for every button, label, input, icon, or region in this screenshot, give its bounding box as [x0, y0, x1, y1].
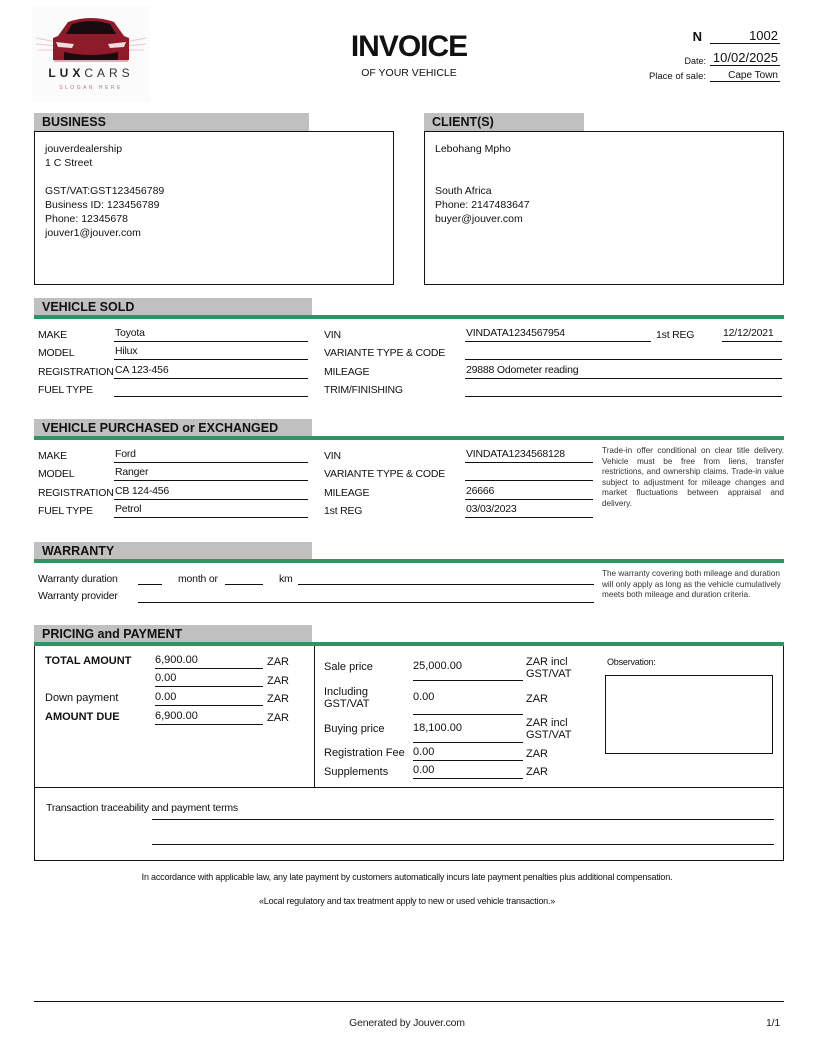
- client-name: Lebohang Mpho: [435, 143, 511, 155]
- registration-fee-label: Registration Fee: [324, 747, 405, 759]
- purchased-fuel-type-label: FUEL TYPE: [38, 505, 93, 517]
- business-name: jouverdealership: [45, 143, 123, 155]
- buying-price-currency: ZAR incl GST/VAT: [526, 717, 572, 741]
- purchased-mileage-label: MILEAGE: [324, 487, 370, 499]
- down-payment-label: Down payment: [45, 692, 119, 704]
- registration-fee-currency: ZAR: [526, 748, 548, 760]
- including-vat-currency: ZAR: [526, 693, 548, 705]
- sold-fuel-type-label: FUEL TYPE: [38, 384, 93, 396]
- invoice-number-row: [693, 28, 780, 44]
- business-heading: BUSINESS: [34, 113, 309, 131]
- purchased-model-label: MODEL: [38, 468, 75, 480]
- sold-vin-value: VINDATA1234567954: [465, 327, 651, 342]
- payment-terms-line-2: [152, 844, 774, 845]
- invoice-date-row: [684, 50, 780, 66]
- sold-mileage-label: MILEAGE: [324, 366, 370, 378]
- place-of-sale-row: [649, 70, 780, 82]
- warranty-km-field: [225, 570, 263, 585]
- warranty-note: The warranty covering both mileage and duration will only apply as long as the vehicle cumulatively meets both mileage and duration criteria.: [602, 569, 781, 600]
- sports-car-icon: [34, 10, 148, 66]
- place-of-sale: Cape Town: [710, 70, 780, 82]
- sold-vin-label: VIN: [324, 329, 341, 341]
- sold-mileage-value: 29888 Odometer reading: [465, 364, 782, 379]
- purchased-make-label: MAKE: [38, 450, 67, 462]
- observation-box[interactable]: [605, 675, 773, 754]
- sold-registration-label: REGISTRATION: [38, 366, 114, 378]
- client-country: South Africa: [435, 185, 492, 197]
- warranty-heading: WARRANTY: [34, 542, 312, 560]
- client-phone: Phone: 2147483647: [435, 199, 530, 211]
- buying-price-label: Buying price: [324, 723, 385, 735]
- invoice-number: 1002: [710, 28, 780, 44]
- generated-by: Generated by Jouver.com: [349, 1017, 465, 1029]
- purchased-first-reg-label: 1st REG: [324, 505, 363, 517]
- warranty-provider-label: Warranty provider: [38, 590, 118, 602]
- purchased-mileage-value: 26666: [465, 485, 593, 500]
- trade-in-note: Trade-in offer conditional on clear title delivery. Vehicle must be free from liens, transfer restrictions, and ownership claims. Trade-in value subject to adjustment for mileage changes and market fluctuations between appraisal and delivery.: [602, 446, 784, 508]
- place-of-sale-label: Place of sale:: [648, 71, 706, 82]
- purchased-model-value: Ranger: [114, 466, 308, 481]
- company-logo: [32, 6, 150, 102]
- vehicle-sold-heading: VEHICLE SOLD: [34, 298, 312, 316]
- purchased-vin-value: VINDATA1234568128: [465, 448, 593, 463]
- invoice-subtitle: OF YOUR VEHICLE: [361, 67, 457, 79]
- business-address: 1 C Street: [45, 157, 93, 169]
- purchased-fuel-type-value: Petrol: [114, 503, 308, 518]
- purchased-make-value: Ford: [114, 448, 308, 463]
- warranty-months-field: [138, 570, 162, 585]
- amount-due-currency: ZAR: [267, 712, 289, 724]
- purchased-vin-label: VIN: [324, 450, 341, 462]
- payment-terms-label: Transaction traceability and payment terms: [46, 802, 238, 814]
- business-id: Business ID: 123456789: [45, 199, 160, 211]
- warranty-extra-field: [298, 570, 594, 585]
- sold-variant-value: [465, 345, 782, 360]
- purchased-first-reg-value: 03/03/2023: [465, 503, 593, 518]
- sale-price-currency: ZAR incl GST/VAT: [526, 656, 572, 680]
- date-label: Date:: [684, 56, 706, 66]
- secondary-amount-currency: ZAR: [267, 675, 289, 687]
- registration-fee-value: 0.00: [413, 746, 523, 761]
- business-details: [45, 142, 164, 240]
- business-phone: Phone: 12345678: [45, 213, 128, 225]
- pricing-heading: PRICING and PAYMENT: [34, 625, 312, 643]
- sold-registration-value: CA 123-456: [114, 364, 308, 379]
- section-divider: [34, 436, 784, 440]
- logo-wordmark: LUXCARS: [48, 66, 134, 80]
- purchased-variant-label: VARIANTE TYPE & CODE: [324, 468, 446, 480]
- invoice-title: INVOICE: [350, 30, 468, 63]
- sold-make-label: MAKE: [38, 329, 67, 341]
- purchased-variant-value: [465, 466, 593, 481]
- buying-price-value: 18,100.00: [413, 722, 523, 743]
- warranty-km-label: km: [279, 573, 293, 585]
- section-divider: [34, 559, 784, 563]
- purchased-registration-label: REGISTRATION: [38, 487, 114, 499]
- amount-due-label: AMOUNT DUE: [45, 711, 120, 723]
- client-details: [435, 142, 530, 226]
- purchased-registration-value: CB 124-456: [114, 485, 308, 500]
- sale-price-value: 25,000.00: [413, 660, 523, 681]
- sold-first-reg-label: 1st REG: [656, 329, 695, 341]
- sale-price-label: Sale price: [324, 661, 373, 673]
- invoice-number-label: N: [692, 29, 702, 44]
- down-payment-value: 0.00: [155, 691, 263, 706]
- warranty-provider-field: [138, 588, 594, 603]
- pricing-row-divider: [34, 787, 784, 788]
- payment-terms-line-1: [152, 819, 774, 820]
- secondary-amount-value: 0.00: [155, 672, 263, 687]
- amount-due-value: 6,900.00: [155, 710, 263, 725]
- total-amount-currency: ZAR: [267, 656, 289, 668]
- warranty-month-label: month or: [178, 573, 218, 585]
- observation-label: Observation:: [607, 657, 656, 667]
- sold-trim-label: TRIM/FINISHING: [324, 384, 403, 396]
- sold-fuel-type-value: [114, 382, 308, 397]
- section-divider: [34, 315, 784, 319]
- sold-model-label: MODEL: [38, 347, 75, 359]
- regulatory-notice: «Local regulatory and tax treatment apply to new or used vehicle transaction.»: [258, 896, 556, 906]
- warranty-duration-label: Warranty duration: [38, 573, 118, 585]
- total-amount-label: TOTAL AMOUNT: [45, 655, 132, 667]
- page-number: 1/1: [766, 1017, 780, 1029]
- sold-make-value: Toyota: [114, 327, 308, 342]
- sold-model-value: Hilux: [114, 345, 308, 360]
- business-gst: GST/VAT:GST123456789: [45, 185, 165, 197]
- logo-slogan: SLOGAN HERE: [59, 85, 123, 91]
- sold-first-reg-value: 12/12/2021: [722, 327, 782, 342]
- supplements-label: Supplements: [324, 766, 389, 778]
- including-vat-value: 0.00: [413, 691, 523, 715]
- client-heading: CLIENT(S): [424, 113, 584, 131]
- including-vat-label: Including GST/VAT: [324, 686, 370, 710]
- sold-variant-label: VARIANTE TYPE & CODE: [324, 347, 446, 359]
- total-amount-value: 6,900.00: [155, 654, 263, 669]
- supplements-currency: ZAR: [526, 766, 548, 778]
- down-payment-currency: ZAR: [267, 693, 289, 705]
- vehicle-purchased-heading: VEHICLE PURCHASED or EXCHANGED: [34, 419, 312, 437]
- footer-divider: [34, 1001, 784, 1002]
- invoice-date: 10/02/2025: [710, 50, 780, 66]
- business-email: jouver1@jouver.com: [45, 227, 141, 239]
- sold-trim-value: [465, 382, 782, 397]
- supplements-value: 0.00: [413, 764, 523, 779]
- pricing-column-divider: [314, 646, 315, 787]
- client-email: buyer@jouver.com: [435, 213, 523, 225]
- late-payment-notice: In accordance with applicable law, any late payment by customers automatically incurs late payment penalties plus additional compensation.: [141, 872, 673, 882]
